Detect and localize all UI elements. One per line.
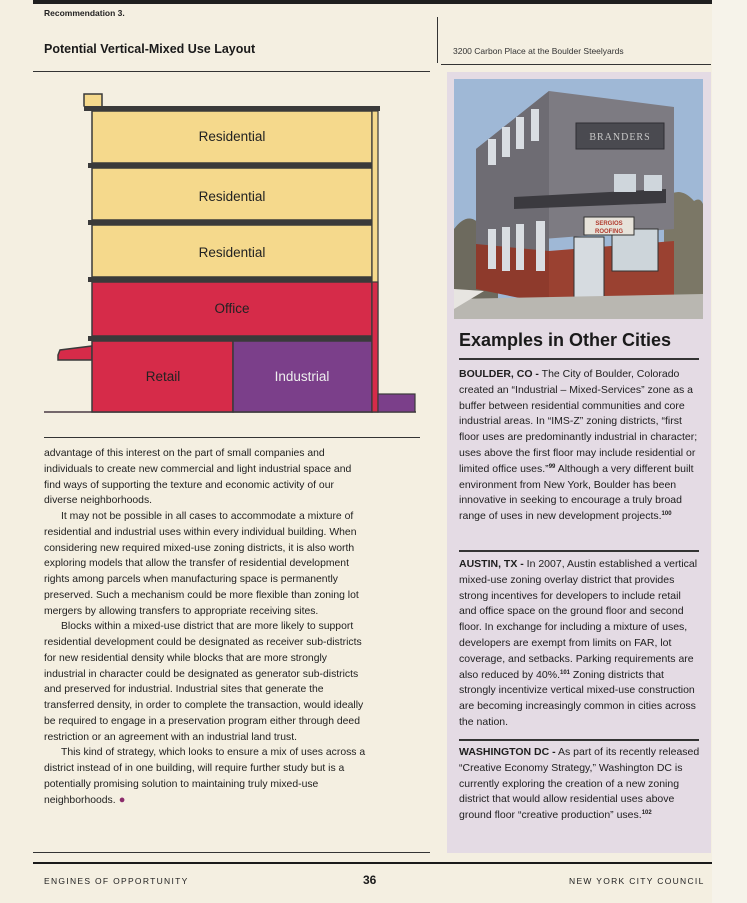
floor-label: Industrial <box>274 369 330 384</box>
photo-caption: 3200 Carbon Place at the Boulder Steelyards <box>453 46 624 56</box>
example-city: BOULDER, CO - <box>459 368 539 380</box>
header-divider <box>437 17 438 63</box>
floor-label: Retail <box>145 369 181 384</box>
footnote-marker: 100 <box>661 511 672 518</box>
footnote-marker: 99 <box>548 463 556 470</box>
example-washington <box>459 745 701 824</box>
footnote-marker: 102 <box>641 810 652 817</box>
end-bullet-icon: ● <box>115 793 126 806</box>
building-photo <box>454 79 703 319</box>
example-city: WASHINGTON DC - <box>459 746 556 758</box>
example-text: Although a very different built environment from New York, Boulder has been innovative in seeking to encourage a truly broad range of uses in new development projects. <box>459 462 694 523</box>
example-boulder <box>459 367 701 525</box>
sidebar-rule-2 <box>459 550 699 552</box>
floor-residential-3 <box>92 111 372 163</box>
footer-organization: NEW YORK CITY COUNCIL <box>569 876 705 886</box>
floor-label: Office <box>214 301 250 316</box>
photo-sign-top: BRANDERS <box>589 132 651 143</box>
example-text: As part of its recently released “Creative Economy Strategy,” Washington DC is currently exploring the creation of a new zoning district that would allow residential uses above ground floor “creative production” uses. <box>459 746 700 822</box>
header-rule-right <box>441 64 711 65</box>
body-bottom-rule <box>33 852 430 853</box>
example-text: In 2007, Austin established a vertical mixed-use zoning overlay district that provides strong incentives for developers to include retail and office space on the ground floor and second floor. In exchange for including a mixture of uses, developers are exempt from limits on FAR, lot coverage, and setbacks. Parking requirements are also reduced by 40%. <box>459 558 698 681</box>
sidebar-rule-1 <box>459 358 699 360</box>
floor-label: Residential <box>198 245 266 260</box>
footer-page-number: 36 <box>363 873 377 887</box>
body-paragraph: It may not be possible in all cases to accommodate a mixture of residential and industrial uses within every individual building. When considering new required mixed-use zoning districts, it is also worth exploring models that allow the transfer of residential development rights among parcels when manufacturing space is permanently preserved. Such a mechanism could be more flexible than zoning lot mergers by allowing transfers to appropriate receiving sites. <box>44 511 359 617</box>
floor-residential-1 <box>92 225 372 277</box>
floor-label: Residential <box>198 129 266 144</box>
floor-label: Residential <box>198 189 266 204</box>
body-text <box>44 446 370 808</box>
mixed-use-building-diagram <box>44 90 419 420</box>
floor-industrial <box>233 341 372 412</box>
top-bar <box>33 0 712 4</box>
example-text: The City of Boulder, Colorado created an “Industrial – Mixed-Services” zone as a buffer between residential communities and core industrial areas. In “IMS-Z” zoning districts, “first floor uses are predominantly industrial in character; uses above the first floor may include residential or limited office uses.” <box>459 368 698 475</box>
recommendation-label: Recommendation 3. <box>44 8 125 18</box>
body-paragraph: Blocks within a mixed-use district that are more likely to support residential development could be designated as receiver sub-districts for new residential density while blocks that are more strongly industrial in character could be designated as generator sub-districts and preserved for industrial. Industrial sites that generate the transferred density, in order to complete the transaction, would ideally be required to engage in a preservation program either through deed restriction or an agreement with an industrial land trust. <box>44 621 364 743</box>
photo-sign-lower-2: ROOFING <box>595 229 623 235</box>
footer-publication-title: ENGINES OF OPPORTUNITY <box>44 876 189 886</box>
body-paragraph: advantage of this interest on the part of small companies and individuals to create new commercial and light industrial space and find ways of supporting the texture and economic activity of our diverse neighborhoods. <box>44 448 352 507</box>
floor-retail <box>92 341 233 412</box>
example-text: Zoning districts that strongly incentivize vertical mixed-use construction are becoming increasingly common in cities across the nation. <box>459 668 696 728</box>
example-city: AUSTIN, TX - <box>459 558 524 570</box>
floor-office <box>92 282 372 336</box>
floor-residential-2 <box>92 168 372 220</box>
sidebar-rule-3 <box>459 739 699 741</box>
footer-rule <box>33 862 712 864</box>
section-title: Potential Vertical-Mixed Use Layout <box>44 42 256 56</box>
diagram-bottom-rule <box>44 437 420 438</box>
footnote-marker: 101 <box>559 669 570 676</box>
page-edge <box>712 0 747 903</box>
sidebar-heading: Examples in Other Cities <box>459 330 672 350</box>
example-austin <box>459 557 701 731</box>
header-rule-left <box>33 71 430 72</box>
body-paragraph: This kind of strategy, which looks to ensure a mix of uses across a district instead of in one building, will require further study but is a potentially promising solution to maintaining truly mixed-use neighborhoods. <box>44 747 366 806</box>
photo-sign-lower-1: SERGIOS <box>595 221 623 227</box>
